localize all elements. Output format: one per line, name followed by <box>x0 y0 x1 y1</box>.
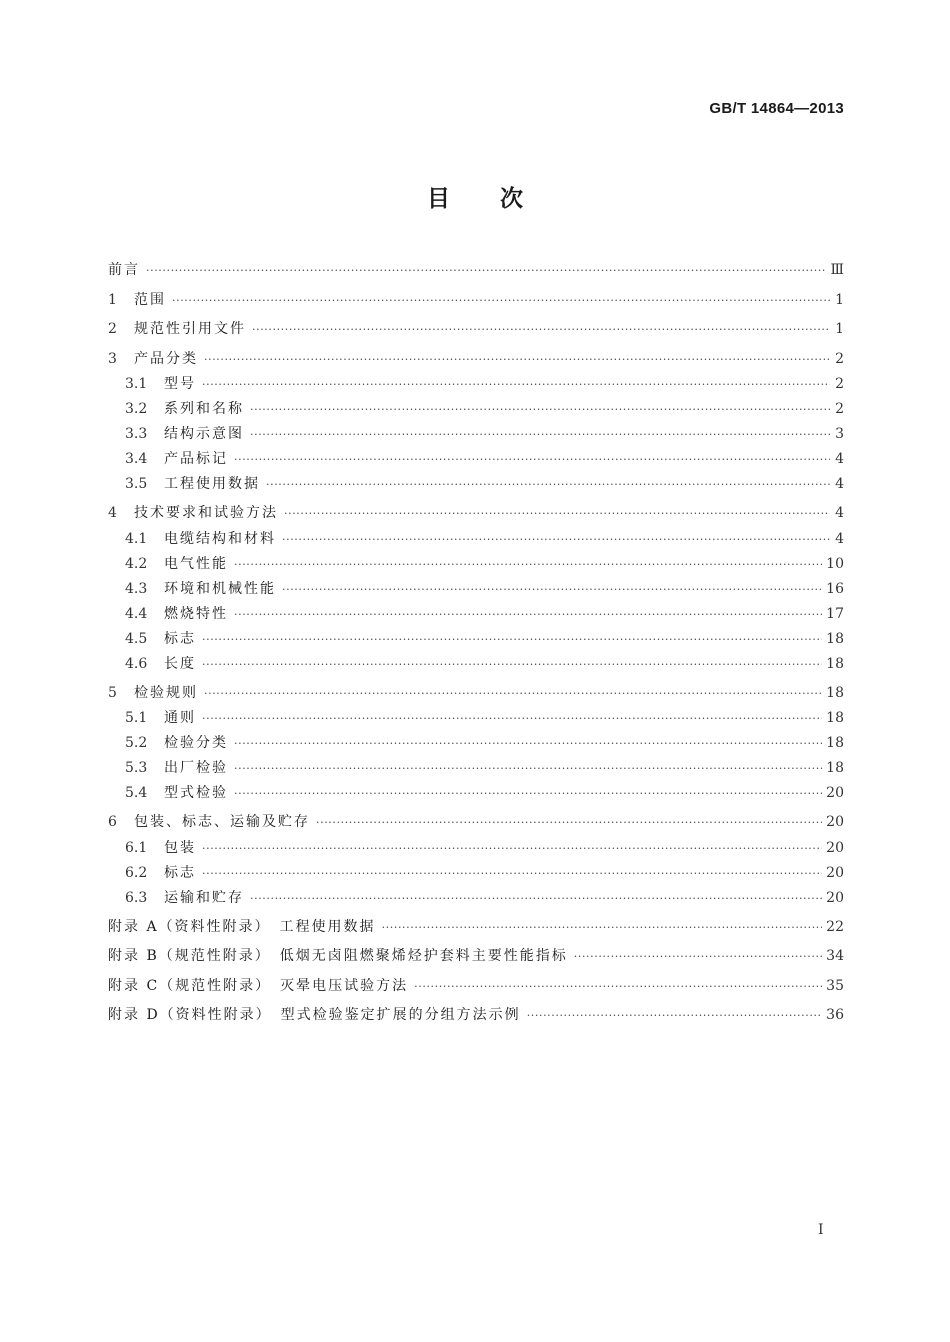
toc-leader-dots <box>234 557 822 573</box>
toc-entry-label: 型式检验 <box>164 785 228 801</box>
toc-entry-label: 检验分类 <box>164 735 228 751</box>
toc-leader-dots <box>382 920 823 936</box>
toc-leader-dots <box>202 632 822 648</box>
toc-entry-label: 附录 D（资料性附录） 型式检验鉴定扩展的分组方法示例 <box>108 1007 521 1023</box>
toc-leader-dots <box>266 477 830 493</box>
toc-leader-dots <box>146 263 826 279</box>
toc-leader-dots <box>284 506 830 522</box>
toc-entry-number: 3.5 <box>125 476 148 492</box>
toc-entry[interactable] <box>108 944 844 974</box>
toc-entry-number: 5.4 <box>125 785 148 801</box>
toc-entry-number: 5.3 <box>125 760 148 776</box>
toc-entry-page: 20 <box>826 839 844 856</box>
toc-entry-page: 20 <box>826 785 844 801</box>
toc-entry-label: 附录 A（资料性附录） 工程使用数据 <box>108 918 376 935</box>
toc-entry[interactable] <box>108 865 844 890</box>
toc-leader-dots <box>234 761 822 777</box>
toc-leader-dots <box>234 736 822 752</box>
toc-entry-label: 结构示意图 <box>164 426 244 442</box>
toc-leader-dots <box>234 452 830 468</box>
toc-entry-page: 18 <box>826 710 844 726</box>
toc-entry[interactable] <box>108 606 844 631</box>
toc-entry-label: 检验规则 <box>134 684 198 701</box>
toc-entry[interactable] <box>108 631 844 656</box>
toc-entry-label: 运输和贮存 <box>164 889 244 906</box>
toc-entry-number: 3.2 <box>125 401 148 417</box>
toc-entry-label: 工程使用数据 <box>164 476 260 492</box>
toc-entry-label: 技术要求和试验方法 <box>134 505 278 521</box>
toc-leader-dots <box>316 815 822 831</box>
toc-entry[interactable] <box>108 890 844 915</box>
toc-entry-label: 系列和名称 <box>164 401 244 417</box>
toc-entry-number: 6.2 <box>125 864 148 881</box>
toc-entry[interactable] <box>108 735 844 760</box>
toc-entry[interactable] <box>108 760 844 785</box>
title-char-2: 次 <box>500 186 523 212</box>
toc-entry-page: 20 <box>826 889 844 906</box>
toc-entry-number: 5.2 <box>125 735 148 751</box>
toc-entry-number: 4 <box>108 505 117 521</box>
toc-entry-label: 型号 <box>164 376 196 392</box>
toc-entry-page: 20 <box>826 814 844 830</box>
toc-leader-dots <box>202 657 822 673</box>
toc-entry-label: 环境和机械性能 <box>164 580 276 597</box>
toc-entry-label: 产品标记 <box>164 451 228 467</box>
toc-leader-dots <box>202 377 830 393</box>
toc-entry-page: 4 <box>835 451 844 467</box>
toc-entry-number: 3.4 <box>125 451 148 467</box>
toc-entry[interactable] <box>108 501 844 531</box>
toc-leader-dots <box>202 711 822 727</box>
toc-entry[interactable] <box>108 258 844 288</box>
toc-entry-label: 标志 <box>164 630 196 647</box>
title-char-1: 目 <box>427 186 450 212</box>
toc-entry[interactable] <box>108 451 844 476</box>
toc-entry[interactable] <box>108 426 844 451</box>
toc-entry[interactable] <box>108 531 844 556</box>
toc-leader-dots <box>282 582 822 598</box>
toc-leader-dots <box>234 607 822 623</box>
toc-entry[interactable] <box>108 556 844 581</box>
toc-entry[interactable] <box>108 317 844 347</box>
toc-entry[interactable] <box>108 1003 844 1033</box>
toc-entry-label: 产品分类 <box>134 350 198 367</box>
toc-entry[interactable] <box>108 401 844 426</box>
toc-leader-dots <box>252 322 830 338</box>
toc-entry-label: 电缆结构和材料 <box>164 530 276 547</box>
toc-entry-page: 20 <box>826 864 844 881</box>
toc-entry-label: 长度 <box>164 655 196 672</box>
toc-leader-dots <box>574 949 822 965</box>
toc-entry[interactable] <box>108 656 844 681</box>
toc-entry-page: 18 <box>826 735 844 751</box>
table-of-contents <box>108 258 844 1033</box>
toc-entry-label: 标志 <box>164 864 196 881</box>
toc-entry-label: 包装 <box>164 839 196 856</box>
toc-leader-dots <box>204 686 822 702</box>
toc-leader-dots <box>202 841 822 857</box>
toc-entry-page: 16 <box>826 580 844 597</box>
toc-entry[interactable] <box>108 288 844 318</box>
toc-entry-number: 5 <box>108 684 117 701</box>
toc-entry-page: 17 <box>826 605 844 622</box>
toc-entry-page: 34 <box>826 948 844 964</box>
toc-entry-number: 1 <box>108 291 117 308</box>
toc-entry-label: 出厂检验 <box>164 760 228 776</box>
toc-entry-label: 规范性引用文件 <box>134 321 246 337</box>
toc-leader-dots <box>202 866 822 882</box>
toc-entry-number: 3.1 <box>125 376 148 392</box>
toc-entry-label: 燃烧特性 <box>164 605 228 622</box>
toc-entry-page: 18 <box>826 684 844 701</box>
toc-entry-label: 附录 C（规范性附录） 灭晕电压试验方法 <box>108 977 409 994</box>
footer-page-number: Ⅰ <box>818 1222 824 1238</box>
toc-entry-number: 3 <box>108 350 117 367</box>
toc-entry-number: 6 <box>108 814 117 830</box>
toc-entry-page: 22 <box>826 918 844 935</box>
toc-entry-label: 包装、标志、运输及贮存 <box>134 814 310 830</box>
toc-entry-page: 4 <box>835 505 844 521</box>
toc-entry-number: 4.3 <box>125 580 148 597</box>
toc-entry-label: 范围 <box>134 291 166 308</box>
toc-entry[interactable] <box>108 681 844 711</box>
toc-entry-label: 通则 <box>164 710 196 726</box>
toc-entry-page: 18 <box>826 655 844 672</box>
toc-leader-dots <box>414 979 822 995</box>
toc-leader-dots <box>172 293 830 309</box>
toc-entry[interactable] <box>108 810 844 840</box>
toc-entry-page: 35 <box>826 977 844 994</box>
toc-entry-number: 4.1 <box>125 530 148 547</box>
toc-entry-page: 10 <box>826 555 844 572</box>
toc-entry-page: 2 <box>835 350 844 367</box>
toc-entry-page: 36 <box>826 1007 844 1023</box>
toc-entry-page: 3 <box>835 426 844 442</box>
toc-leader-dots <box>250 402 830 418</box>
toc-entry[interactable] <box>108 581 844 606</box>
toc-leader-dots <box>527 1008 822 1024</box>
toc-entry-label: 附录 B（规范性附录） 低烟无卤阻燃聚烯烃护套料主要性能指标 <box>108 948 568 964</box>
toc-entry-number: 2 <box>108 321 117 337</box>
page-title <box>0 180 950 213</box>
toc-entry-number: 6.1 <box>125 839 148 856</box>
toc-entry-number: 4.4 <box>125 605 148 622</box>
toc-entry-page: 2 <box>835 376 844 392</box>
toc-entry-number: 3.3 <box>125 426 148 442</box>
toc-entry-number: 5.1 <box>125 710 148 726</box>
toc-entry-label: 电气性能 <box>164 555 228 572</box>
toc-leader-dots <box>250 427 830 443</box>
toc-entry[interactable] <box>108 710 844 735</box>
toc-entry-number: 4.6 <box>125 655 148 672</box>
toc-leader-dots <box>250 891 822 907</box>
toc-entry-page: 18 <box>826 760 844 776</box>
toc-entry-page: 1 <box>835 321 844 337</box>
toc-leader-dots <box>204 352 830 368</box>
toc-entry[interactable] <box>108 974 844 1004</box>
toc-entry[interactable] <box>108 376 844 401</box>
toc-entry[interactable] <box>108 785 844 810</box>
toc-entry-page: 4 <box>835 476 844 492</box>
toc-entry-number: 4.2 <box>125 555 148 572</box>
toc-entry-page: 18 <box>826 630 844 647</box>
toc-entry-number: 4.5 <box>125 630 148 647</box>
toc-leader-dots <box>282 532 830 548</box>
toc-entry-page: 4 <box>835 530 844 547</box>
toc-entry[interactable] <box>108 476 844 501</box>
toc-entry-page: Ⅲ <box>830 262 844 278</box>
toc-entry[interactable] <box>108 840 844 865</box>
standard-number: GB/T 14864—2013 <box>709 100 844 117</box>
toc-entry[interactable] <box>108 347 844 377</box>
toc-entry-label: 前言 <box>108 262 140 278</box>
toc-entry-page: 1 <box>835 291 844 308</box>
toc-entry-page: 2 <box>835 401 844 417</box>
toc-entry[interactable] <box>108 915 844 945</box>
toc-entry-number: 6.3 <box>125 889 148 906</box>
toc-leader-dots <box>234 786 822 802</box>
